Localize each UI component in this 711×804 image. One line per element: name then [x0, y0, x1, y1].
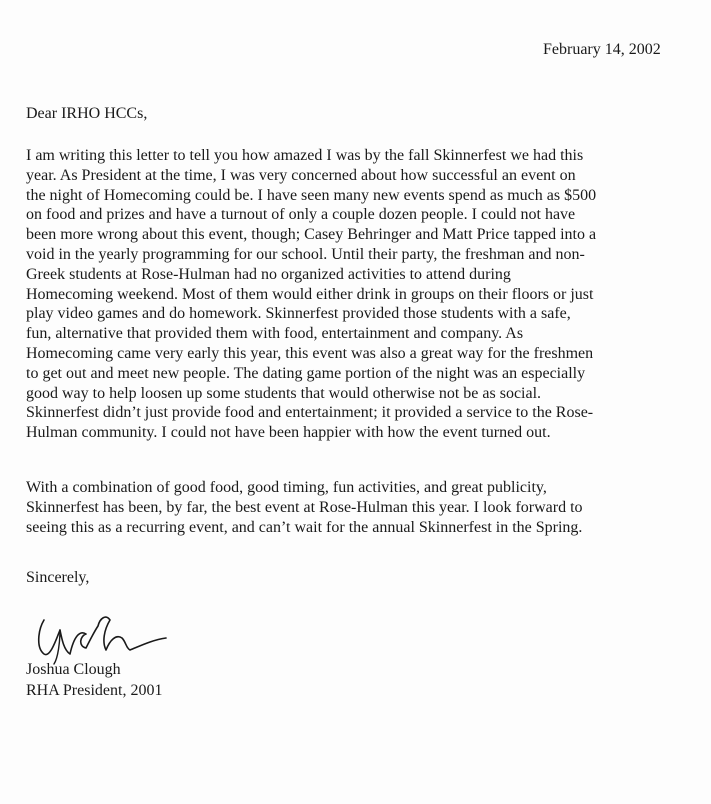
paragraph-line: the night of Homecoming could be. I have seen many new events spend as much as $500: [26, 186, 597, 204]
paragraph-line: Homecoming came very early this year, this event was also a great way for the freshmen: [26, 344, 594, 362]
paragraph-line: to get out and meet new people. The dating game portion of the night was an especially: [26, 364, 586, 382]
signer-name: Joshua Clough: [26, 661, 121, 678]
paragraph-line: With a combination of good food, good timing, fun activities, and great publicity,: [26, 479, 547, 496]
paragraph-line: Skinnerfest has been, by far, the best event at Rose-Hulman this year. I look forward to: [26, 498, 583, 516]
paragraph-line: void in the yearly programming for our school. Until their party, the freshman and non-: [26, 245, 585, 263]
paragraph-line: fun, alternative that provided them with food, entertainment and company. As: [26, 325, 524, 343]
handwritten-signature: [30, 596, 170, 666]
signer-title: RHA President, 2001: [26, 682, 163, 699]
paragraph-line: on food and prizes and have a turnout of only a couple dozen people. I could not have: [26, 206, 576, 224]
paragraph-line: year. As President at the time, I was very concerned about how successful an event on: [26, 166, 576, 184]
salutation: Dear IRHO HCCs,: [26, 105, 148, 122]
paragraph-line: good way to help loosen up some students that would otherwise not be as social.: [26, 384, 542, 402]
body-paragraph-2: [26, 478, 583, 537]
paragraph-line: been more wrong about this event, though; Casey Behringer and Matt Price tapped into a: [26, 226, 597, 244]
paragraph-line: Homecoming weekend. Most of them would either drink in groups on their floors or just: [26, 285, 594, 303]
paragraph-line: Greek students at Rose-Hulman had no organized activities to attend during: [26, 265, 511, 283]
paragraph-line: Hulman community. I could not have been happier with how the event turned out.: [26, 424, 551, 442]
closing: Sincerely,: [26, 569, 90, 586]
paragraph-line: play video games and do homework. Skinnerfest provided those students with a safe,: [26, 305, 571, 323]
letter-date: February 14, 2002: [543, 41, 661, 58]
paragraph-line: I am writing this letter to tell you how amazed I was by the fall Skinnerfest we had this: [26, 147, 584, 164]
body-paragraph-1: [26, 146, 596, 443]
paragraph-line: seeing this as a recurring event, and can’t wait for the annual Skinnerfest in the Spring.: [26, 518, 583, 536]
paragraph-line: Skinnerfest didn’t just provide food and entertainment; it provided a service to the Rose-: [26, 404, 594, 422]
